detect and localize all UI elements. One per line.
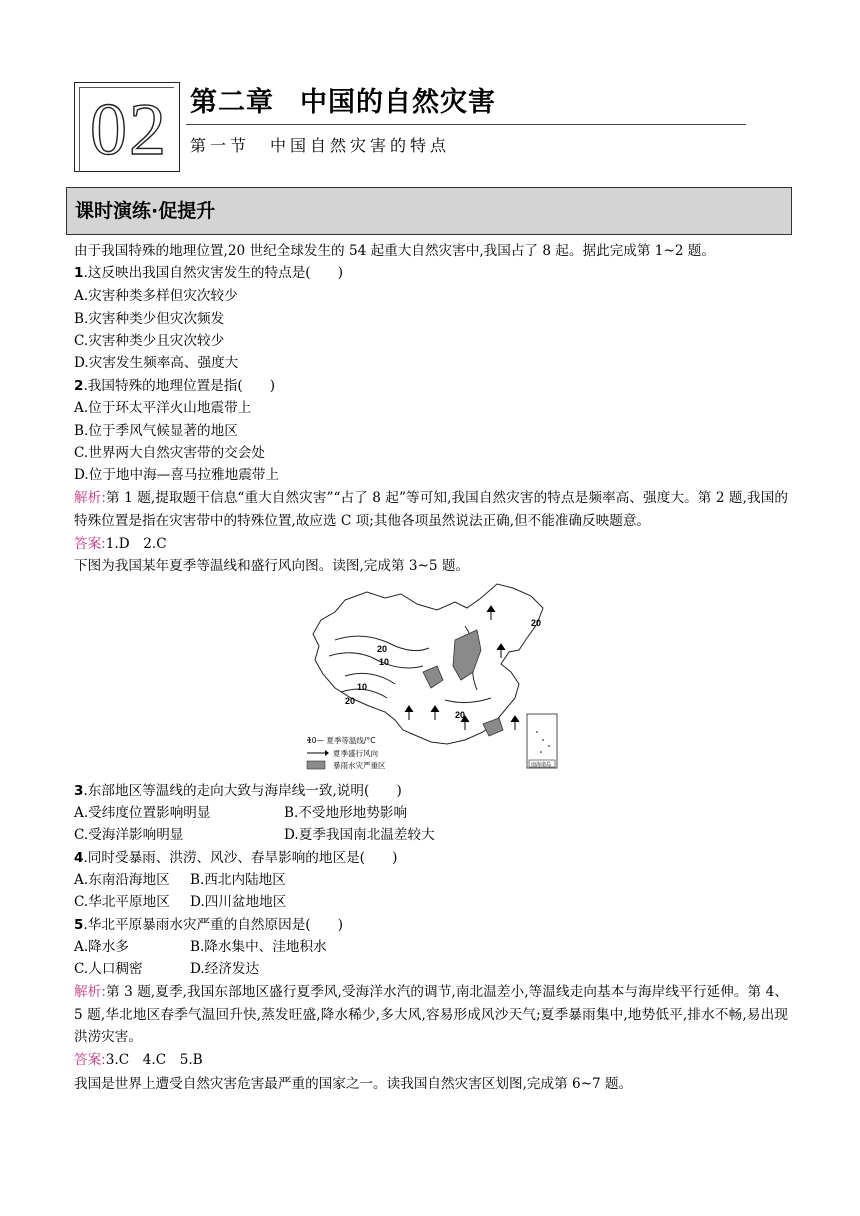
- q3-option-d: D.夏季我国南北温差较大: [284, 827, 435, 843]
- chapter-label: 第二章: [190, 87, 274, 118]
- chapter-title: [190, 86, 496, 120]
- legend-arrow-icon: [325, 750, 329, 756]
- q4-options-row2: [74, 891, 774, 913]
- legend-rain-swatch: [307, 761, 325, 769]
- question-stem: .东部地区等温线的走向大致与海岸线一致,说明( ): [83, 783, 402, 799]
- wind-arrow: [497, 644, 505, 658]
- group2-intro: 下图为我国某年夏季等温线和盛行风向图。读图,完成第 3~5 题。: [74, 558, 470, 574]
- question-stem: .同时受暴雨、洪涝、风沙、春旱影响的地区是( ): [83, 850, 398, 866]
- question-5: [74, 914, 343, 936]
- china-outline: [313, 584, 543, 744]
- q3-options-row2: [74, 824, 774, 846]
- wind-arrow: [431, 706, 439, 720]
- question-stem: .华北平原暴雨水灾严重的自然原因是( ): [83, 917, 344, 933]
- chapter-number-box: [74, 82, 180, 172]
- question-number: 1: [74, 265, 84, 281]
- q5-option-c: C.人口稠密: [74, 961, 143, 977]
- q3-options-row1: [74, 802, 774, 824]
- q2-option-a: A.位于环太平洋火山地震带上: [74, 400, 252, 416]
- q4-options-row1: [74, 869, 774, 891]
- analysis-text: 第 1 题,提取题干信息“重大自然灾害”“占了 8 起”等可知,我国自然灾害的特点是频率高、强度大。第 2 题,我国的特殊位置是指在灾害带中的特殊位置,故应选 C 项;其他各项虽然说法正确,但不能准确反映题意。: [74, 490, 788, 529]
- q5-options-row2: [74, 958, 774, 980]
- legend-rain: 暴雨水灾严重区: [333, 761, 386, 770]
- question-stem: .这反映出我国自然灾害发生的特点是( ): [83, 265, 344, 281]
- isotherm-label: 20: [377, 644, 388, 654]
- wind-arrow: [511, 716, 519, 730]
- banner-title: 课时演练·促提升: [75, 200, 216, 222]
- q5-option-b: B.降水集中、洼地积水: [190, 939, 327, 955]
- q5-options-row1: [74, 936, 774, 958]
- answer-text: 3.C 4.C 5.B: [105, 1052, 203, 1068]
- answer-text: 1.D 2.C: [105, 536, 167, 552]
- isotherm-line: [329, 653, 423, 668]
- china-isotherm-map: [305, 580, 559, 772]
- q2-option-b: B.位于季风气候显著的地区: [74, 423, 238, 439]
- chapter-number: 02: [90, 89, 168, 171]
- answer-2: [74, 1049, 203, 1071]
- practice-banner: [66, 187, 792, 235]
- rainstorm-area: [423, 666, 443, 688]
- q3-option-a: A.受纬度位置影响明显: [74, 805, 211, 821]
- rainstorm-area: [453, 630, 481, 680]
- question-1: [74, 262, 343, 284]
- question-3: [74, 780, 402, 802]
- chapter-name: 中国的自然灾害: [300, 87, 496, 118]
- answer-1: [74, 533, 167, 555]
- analysis-1: [74, 487, 788, 532]
- group1-intro: 由于我国特殊的地理位置,20 世纪全球发生的 54 起重大自然灾害中,我国占了 8 起。据此完成第 1~2 题。: [74, 243, 715, 259]
- q5-option-a: A.降水多: [74, 939, 129, 955]
- section-title: 第一节 中国自然灾害的特点: [190, 136, 451, 155]
- answer-label: 答案:: [74, 536, 106, 552]
- answer-label: 答案:: [74, 1052, 106, 1068]
- q2-option-c: C.世界两大自然灾害带的交会处: [74, 445, 265, 461]
- question-number: 5: [74, 917, 84, 933]
- analysis-label: 解析:: [74, 490, 106, 506]
- isotherm-label: 20: [531, 618, 542, 628]
- q4-option-a: A.东南沿海地区: [74, 872, 170, 888]
- q3-option-b: B.不受地形地势影响: [284, 805, 408, 821]
- q4-option-d: D.四川盆地地区: [190, 894, 287, 910]
- q1-option-d: D.灾害发生频率高、强度大: [74, 355, 239, 371]
- isotherm-label: 10: [379, 657, 390, 667]
- question-number: 2: [74, 378, 84, 394]
- legend-isotherm: 10— 夏季等温线/°C: [307, 736, 376, 745]
- header-divider: [186, 124, 746, 125]
- isotherm-label: 10: [357, 682, 368, 692]
- group3-intro: 我国是世界上遭受自然灾害危害最严重的国家之一。读我国自然灾害区划图,完成第 6~7 题。: [74, 1076, 633, 1092]
- question-4: [74, 847, 397, 869]
- q1-option-b: B.灾害种类少但灾次频发: [74, 311, 225, 327]
- analysis-label: 解析:: [74, 984, 106, 1000]
- q4-option-b: B.西北内陆地区: [190, 872, 286, 888]
- q1-option-c: C.灾害种类少且灾次较少: [74, 333, 225, 349]
- question-stem: .我国特殊的地理位置是指( ): [83, 378, 276, 394]
- isotherm-label: 20: [345, 696, 356, 706]
- rainstorm-area: [483, 718, 503, 736]
- isotherm-line: [445, 698, 491, 703]
- analysis-text: 第 3 题,夏季,我国东部地区盛行夏季风,受海洋水汽的调节,南北温差小,等温线走向基本与海岸线平行延伸。第 4、5 题,华北地区春季气温回升快,蒸发旺盛,降水稀少,多大风,容易形成风沙天气;夏季暴雨集中,地势低平,排水不畅,易出现洪涝灾害。: [74, 984, 788, 1045]
- q1-option-a: A.灾害种类多样但灾次较少: [74, 288, 238, 304]
- question-2: [74, 375, 275, 397]
- q2-option-d: D.位于地中海—喜马拉雅地震带上: [74, 467, 280, 483]
- analysis-2: [74, 981, 788, 1049]
- question-number: 4: [74, 850, 84, 866]
- q4-option-c: C.华北平原地区: [74, 894, 170, 910]
- isotherm-line: [345, 673, 395, 684]
- q5-option-d: D.经济发达: [190, 961, 260, 977]
- question-number: 3: [74, 783, 84, 799]
- legend-wind: 夏季盛行风向: [333, 749, 378, 758]
- q3-option-c: C.受海洋影响明显: [74, 827, 184, 843]
- wind-arrow: [405, 706, 413, 720]
- isotherm-label: 20: [455, 710, 466, 720]
- wind-arrow: [487, 606, 495, 620]
- inset-label: 南海诸岛: [531, 762, 552, 768]
